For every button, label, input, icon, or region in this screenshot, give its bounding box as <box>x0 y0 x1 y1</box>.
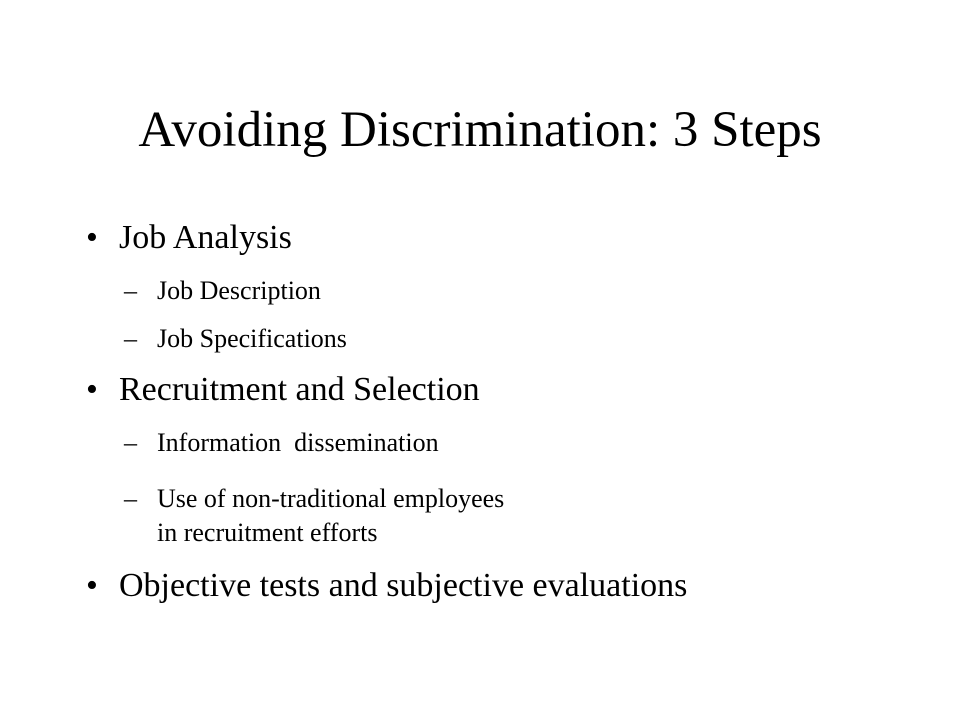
slide-title: Avoiding Discrimination: 3 Steps <box>138 102 822 158</box>
dash-icon: – <box>124 428 137 457</box>
bullet-icon: • <box>86 219 98 256</box>
sub-item-text: Use of non-traditional employees in recruitment efforts <box>157 484 505 547</box>
dash-icon: – <box>124 484 137 513</box>
dash-icon: – <box>124 276 137 305</box>
sub-item-text: Information dissemination <box>157 428 439 457</box>
dash-icon: – <box>124 324 137 353</box>
sub-item-text: Job Specifications <box>157 324 347 353</box>
sub-item-text: Job Description <box>157 276 321 305</box>
bullet-text: Job Analysis <box>119 219 292 256</box>
bullet-text: Recruitment and Selection <box>119 371 480 408</box>
bullet-icon: • <box>86 371 98 408</box>
bullet-icon: • <box>86 567 98 604</box>
bullet-text: Objective tests and subjective evaluations <box>119 567 688 604</box>
